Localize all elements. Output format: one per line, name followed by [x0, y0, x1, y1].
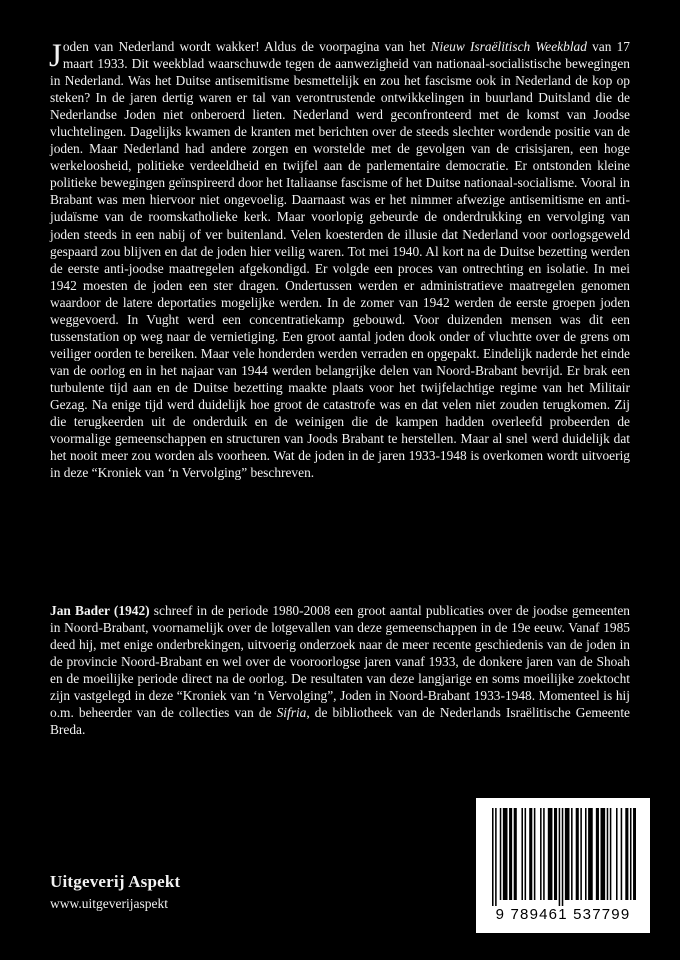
barcode-bar: [601, 808, 606, 900]
author-bio-text-end: , de bibliotheek van de Nederlands Israëlitische Gemeente Breda.: [50, 705, 630, 738]
isbn-number: 9 789461 537799: [495, 906, 631, 923]
blurb-text-body: van 17 maart 1933. Dit weekblad waarschuwde tegen de aanwezigheid van nationaal-socialistische bewegingen in Nederland. Was het Duitse antisemitisme besmettelijk en zou het fascisme ook in Nederland de kop op steken? In de jaren dertig waren er tal van verontrustende ontwikkelingen in buurland Duitsland die de Nederlandse Joden niet onberoerd lieten. Nederland werd geconfronteerd met de komst van Joodse vluchtelingen. Dagelijks kwamen de kranten met berichten over de steeds slechter wordende positie van de joden. Maar Nederland had andere zorgen en worstelde met de gevolgen van de crisisjaren, een hoge werkeloosheid, politieke verdeeldheid en twijfel aan de parlementaire democratie. Er ontstonden kleine politieke bewegingen geïnspireerd door het Italiaanse fascisme of het Duitse nationaal-socialisme. Vooral in Brabant was men hiervoor niet ongevoelig. Daarnaast was er het nimmer afwezige antisemitisme en anti-judaïsme van de roomskatholieke kerk. Maar voorlopig gebeurde de onderdrukking en vervolging van joden steeds in een nabij of ver buitenland. Velen koesterden de illusie dat Nederland voor oorlogsgeweld gespaard zou blijven en dat de joden hier veilig waren. Tot mei 1940. Al kort na de Duitse bezetting werden de eerste anti-joodse maatregelen afgekondigd. Er volgde een proces van ontrechting en isolatie. In mei 1942 moesten de joden een ster dragen. Ondertussen werden er administratieve maatregelen genomen waardoor de latere deportaties mogelijke werden. In de zomer van 1942 werden de eerste groepen joden weggevoerd. In Vught werd een concentratiekamp gebouwd. Voor duizenden mensen was dit een tussenstation op weg naar de vernietiging. Een groot aantal joden dook onder of vluchtte over de grens om veiliger oorden te bereiken. Maar vele honderden werden verraden en opgepakt. Eindelijk naderde het einde van de oorlog en in het najaar van 1944 werden belangrijke delen van Noord-Brabant bevrijd. Er brak een turbulente tijd aan en de Duitse bezetting maakte plaats voor het twijfelachtige regime van het Militair Gezag. Na enige tijd werd duidelijk hoe groot de catastrofe was en dat velen niet zouden terugkomen. Zij die terugkeerden uit de onderduik en de weinigen die de kampen hadden overleefd probeerden de voormalige gemeenschappen en structuren van Joods Brabant te herstellen. Maar al snel werd duidelijk dat het nooit meer zou worden als voorheen. Wat de joden in de jaren 1933-1948 is overkomen wordt uitvoerig in deze “Kroniek van ‘n Vervolging” beschreven.: [50, 39, 630, 481]
back-cover-blurb: [50, 38, 630, 481]
barcode-bar: [534, 808, 536, 900]
barcode-bar: [610, 808, 612, 900]
isbn-barcode: [476, 798, 650, 933]
newspaper-title: Nieuw Israëlitisch Weekblad: [430, 39, 587, 54]
barcode-bar: [559, 808, 561, 906]
barcode-bar: [585, 808, 587, 900]
barcode-bar: [548, 808, 553, 900]
barcode-bar: [562, 808, 564, 906]
publisher-name: Uitgeverij Aspekt: [50, 872, 181, 891]
barcode-bar: [503, 808, 508, 900]
barcode-bar: [565, 808, 570, 900]
barcode-bar: [495, 808, 497, 906]
drop-cap: J: [49, 38, 62, 74]
publisher-website: www.uitgeverijaspekt: [50, 896, 168, 911]
barcode-bar: [621, 808, 623, 900]
barcode-bar: [540, 808, 542, 900]
barcode-bar: [580, 808, 582, 900]
blurb-text-start: oden van Nederland wordt wakker! Aldus de voorpagina van het: [62, 39, 431, 54]
barcode-bar: [500, 808, 502, 900]
barcode-bar: [616, 808, 618, 900]
barcode-bar: [554, 808, 557, 900]
barcode-bar: [588, 808, 593, 900]
author-bio: [50, 602, 630, 738]
barcode-bar: [492, 808, 494, 906]
barcode-bar: [596, 808, 599, 900]
author-bio-text: schreef in de periode 1980-2008 een groot aantal publicaties over de joodse gemeenten in Noord-Brabant, voornamelijk over de lotgevallen van deze gemeenschappen in de 19e eeuw. Vanaf 1985 deed hij, met enige onderbrekingen, uitvoerig onderzoek naar de meer recente geschiedenis van de joden in de provincie Noord-Brabant en wel over de vooroorlogse jaren vanaf 1933, de donkere jaren van de Shoah en de moeilijke periode direct na de oorlog. De resultaten van deze langjarige en soms moeilijke zoektocht zijn vastgelegd in deze “Kroniek van ‘n Vervolging”, Joden in Noord-Brabant 1933-1948. Momenteel is hij o.m. beheerder van de collecties van de: [50, 603, 630, 721]
barcode-bar: [607, 808, 609, 900]
barcode-bar: [633, 808, 636, 900]
library-name: Sifria: [276, 705, 307, 721]
barcode-bar: [521, 808, 523, 900]
barcode-bar: [571, 808, 573, 900]
barcode-bar: [625, 808, 628, 900]
author-name: Jan Bader (1942): [50, 603, 150, 618]
barcode-bars: [490, 808, 636, 906]
barcode-bar: [525, 808, 527, 900]
barcode-bar: [514, 808, 517, 900]
barcode-bar: [543, 808, 545, 900]
barcode-bar: [529, 808, 532, 900]
barcode-bar: [576, 808, 579, 900]
barcode-bar: [509, 808, 512, 900]
barcode-bar: [630, 808, 632, 900]
